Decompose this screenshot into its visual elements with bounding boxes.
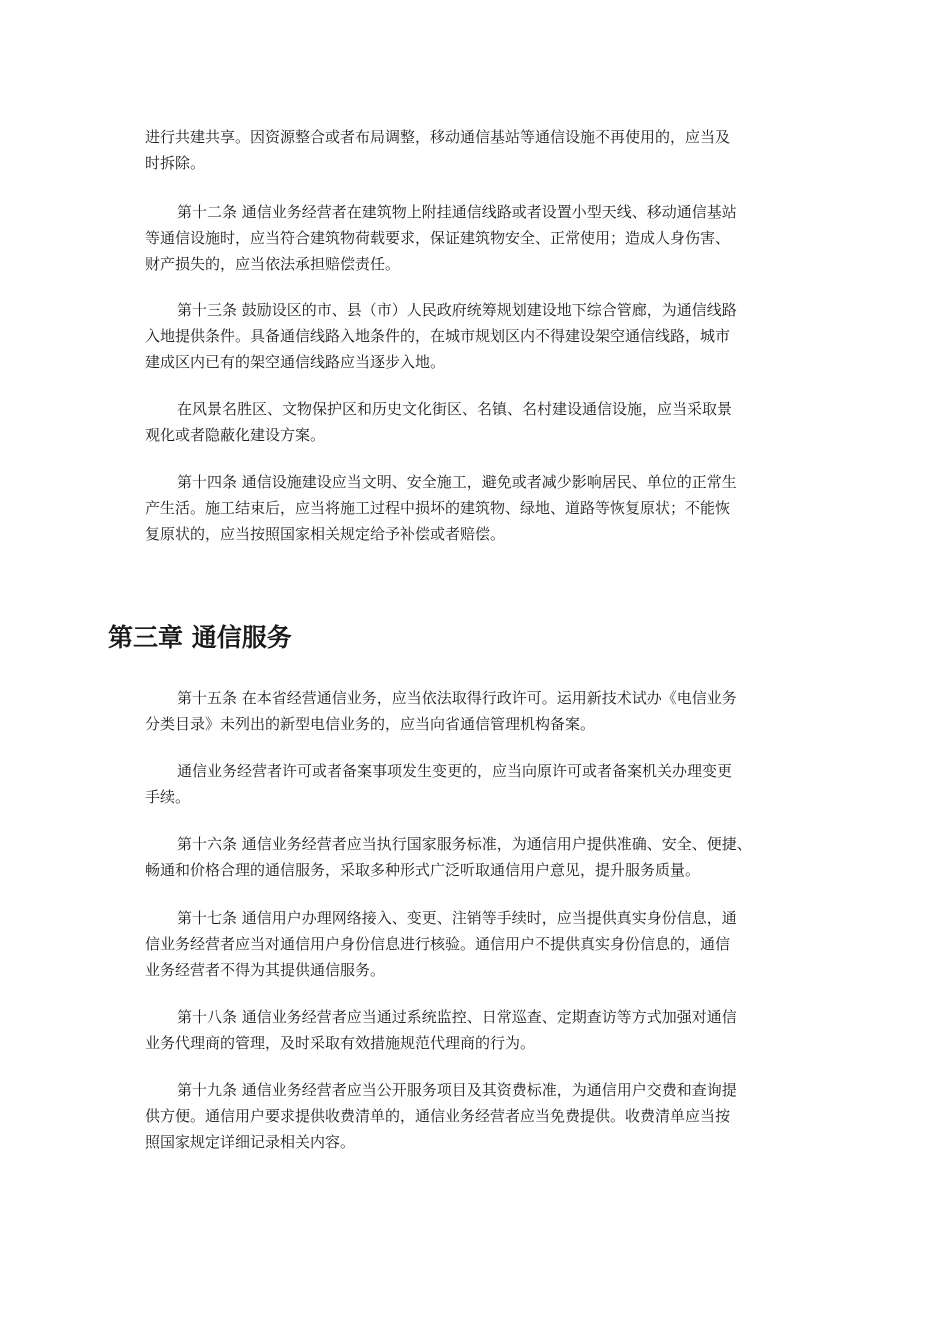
text-line: 第十三条 鼓励设区的市、县（市）人民政府统筹规划建设地下综合管廊，为通信线路: [177, 301, 737, 319]
paragraph-article-13-scenic: [145, 396, 825, 448]
text-line: 分类目录》未列出的新型电信业务的，应当向省通信管理机构备案。: [145, 715, 596, 733]
text-line: 第十六条 通信业务经营者应当执行国家服务标准，为通信用户提供准确、安全、便捷、: [177, 835, 752, 853]
text-line: 入地提供条件。具备通信线路入地条件的，在城市规划区内不得建设架空通信线路，城市: [145, 327, 731, 345]
text-line: 手续。: [145, 788, 191, 806]
text-line: 业务经营者不得为其提供通信服务。: [145, 961, 386, 979]
paragraph-article-15-change: [145, 758, 825, 810]
text-line: 在风景名胜区、文物保护区和历史文化街区、名镇、名村建设通信设施，应当采取景: [177, 400, 733, 418]
paragraph-article-15: [145, 685, 825, 737]
text-line: 时拆除。: [145, 154, 206, 172]
text-line: 信业务经营者应当对通信用户身份信息进行核验。通信用户不提供真实身份信息的，通信: [145, 935, 731, 953]
text-line: 财产损失的，应当依法承担赔偿责任。: [145, 255, 401, 273]
text-line: 畅通和价格合理的通信服务，采取多种形式广泛听取通信用户意见，提升服务质量。: [145, 861, 701, 879]
text-line: 建成区内已有的架空通信线路应当逐步入地。: [145, 353, 446, 371]
paragraph-article-18: [145, 1004, 825, 1056]
text-line: 观化或者隐蔽化建设方案。: [145, 426, 326, 444]
text-line: 照国家规定详细记录相关内容。: [145, 1133, 356, 1151]
chapter-title: 第三章 通信服务: [108, 623, 292, 652]
text-line: 产生活。施工结束后，应当将施工过程中损坏的建筑物、绿地、道路等恢复原状；不能恢: [145, 499, 731, 517]
text-line: 等通信设施时，应当符合建筑物荷载要求，保证建筑物安全、正常使用；造成人身伤害、: [145, 229, 731, 247]
paragraph-article-13: [145, 297, 825, 375]
paragraph-article-12: [145, 199, 825, 277]
text-line: 复原状的，应当按照国家相关规定给予补偿或者赔偿。: [145, 525, 506, 543]
paragraph-article-19: [145, 1077, 825, 1155]
text-line: 第十二条 通信业务经营者在建筑物上附挂通信线路或者设置小型天线、移动通信基站: [177, 203, 737, 221]
text-line: 第十八条 通信业务经营者应当通过系统监控、日常巡查、定期查访等方式加强对通信: [177, 1008, 737, 1026]
paragraph-article-17: [145, 905, 825, 983]
text-line: 通信业务经营者许可或者备案事项发生变更的，应当向原许可或者备案机关办理变更: [177, 762, 733, 780]
text-line: 业务代理商的管理，及时采取有效措施规范代理商的行为。: [145, 1034, 536, 1052]
text-line: 供方便。通信用户要求提供收费清单的，通信业务经营者应当免费提供。收费清单应当按: [145, 1107, 731, 1125]
text-line: 第十七条 通信用户办理网络接入、变更、注销等手续时，应当提供真实身份信息，通: [177, 909, 737, 927]
text-line: 第十五条 在本省经营通信业务，应当依法取得行政许可。运用新技术试办《电信业务: [177, 689, 737, 707]
paragraph-article-14: [145, 469, 825, 547]
paragraph-article-16: [145, 831, 825, 883]
text-line: 第十四条 通信设施建设应当文明、安全施工，避免或者减少影响居民、单位的正常生: [177, 473, 737, 491]
text-line: 第十九条 通信业务经营者应当公开服务项目及其资费标准，为通信用户交费和查询提: [177, 1081, 737, 1099]
paragraph-continuation: [145, 124, 825, 176]
text-line: 进行共建共享。因资源整合或者布局调整，移动通信基站等通信设施不再使用的，应当及: [145, 128, 731, 146]
